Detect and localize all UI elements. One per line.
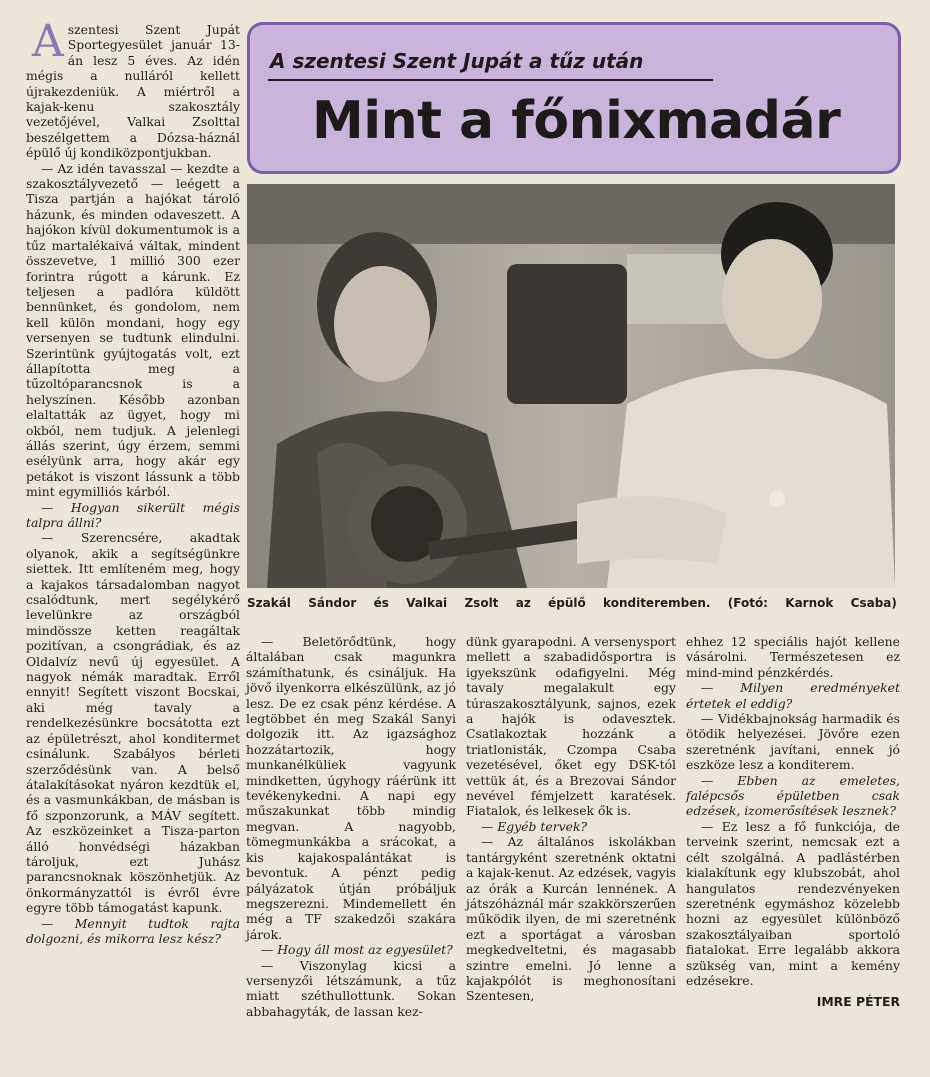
article-column-2	[246, 634, 456, 1019]
caption-word: konditeremben.	[603, 596, 711, 610]
caption-word: Szakál	[247, 596, 291, 610]
article-paragraph: — Az idén tavasszal — kezdte a szakosztályvezető — leégett a Tisza partján a hajókat tároló házunk, és minden odaveszett. A hajókon kívül dokumentumok is a tűz martalékaivá váltak, mindent összevetve, 1 millió 300 ezer forintra rúgott a kárunk. Ez teljesen a padlóra küldött bennünket, és gondolom, nem kell külön mondani, hogy egy versenyen se tudtunk elindulni. Szerintünk gyújtogatás volt, ezt állapította meg a tűzoltóparancsnok is a helyszínen. Később azonban elaltatták az ügyet, hogy mi okból, nem tudjuk. A jelenlegi állás szerint, úgy érzem, semmi esélyünk arra, hogy akár egy petákot is viszont lássunk a több mint egymilliós kárból.	[26, 160, 240, 500]
headline-box	[247, 22, 901, 174]
caption-word: Sándor	[308, 596, 357, 610]
interview-question: — Ebben az emeletes, falépcsős épületben csak edzések, izomerősítések lesznek?	[686, 772, 900, 819]
article-paragraph: — Vidékbajnokság harmadik és ötödik helyezései. Jövőre ezen szeretnénk javítani, ennek jó eszköze lesz a konditerem.	[686, 711, 900, 773]
article-column-1	[26, 16, 240, 946]
caption-word: és	[373, 596, 389, 610]
author-signature: IMRE PÉTER	[816, 994, 900, 1010]
drop-cap: A	[32, 16, 64, 67]
article-paragraph: — Szerencsére, akadtak olyanok, akik a segítségünkre siettek. Itt említeném meg, hogy a kajakos társadalomban nagyot csalódtunk, mert segélykérő levelünkre az országból mindössze ketten reagáltak pozitívan, a csongrádiak, és az Oldalvíz nevű új egyesület. A nagyok némák maradtak. Erről ennyit! Segített viszont Bocskai, aki még tavaly a rendelkezésünkre bocsátotta ezt az épületrészt, ahol konditermet csinálunk. Szabályos bérleti szerződésünk van. A belső átalakításokat nyáron kezdtük el, és a vasmunkákban, de másban is fő szponzorunk, a MÁV segített. Az eszközeinket a Tisza-parton álló honvédségi házakban tároljuk, ezt Juhász parancsnoknak köszönhetjük. Az önkormányzattól is évről évre egyre több támogatást kapunk.	[26, 530, 240, 916]
article-paragraph: szentesi Szent Jupát Sportegyesület január 13-án lesz 5 éves. Az idén mégis a nulláról kellett újrakezdeniük. A miértről a kajak-kenu szakosztály vezetőjével, Valkai Zsolttal beszélgettem a Dózsa-háznál épülő új kondiközpontjukban.	[26, 22, 240, 161]
article-column-4	[686, 634, 900, 1010]
photo-caption	[247, 596, 897, 610]
interview-question: — Mennyit tudtok rajta dolgozni, és mikorra lesz kész?	[26, 915, 240, 946]
photo-illustration	[247, 184, 895, 588]
article-paragraph: ehhez 12 speciális hajót kellene vásárolni. Természetesen ez mind-mind pénzkérdés.	[686, 634, 900, 680]
caption-word: Valkai	[406, 596, 448, 610]
interview-question: — Milyen eredményeket értetek el eddig?	[686, 680, 900, 711]
article-paragraph: dünk gyarapodni. A versenysport mellett a szabadidősportra is igyekszünk odafigyelni. Még tavaly megalakult egy túraszakosztályunk, sajnos, ezek a hajók is odavesztek. Csatlakoztak hozzánk a triatlonisták, Czompa Csaba vezetésével, őket egy DSK-tól vettük át, és a Brezovai Sándor nevével fémjelzett karatések. Fiatalok, és lelkesek ők is.	[466, 634, 676, 819]
kicker-underline	[268, 79, 713, 81]
article-photo	[247, 184, 895, 588]
caption-word: Zsolt	[464, 596, 499, 610]
interview-question: — Hogyan sikerült mégis talpra állni?	[26, 499, 240, 530]
article-paragraph: — Viszonylag kicsi a versenyzői létszámunk, a tűz miatt széthullottunk. Sokan abbahagyták, de lassan kez-	[246, 957, 456, 1019]
article-paragraph: — Az általános iskolákban tantárgyként szeretnénk oktatni a kajak-kenut. Az edzések, vagyis az órák a Kurcán lennének. A játszóháznál már szakkörszerűen működik ilyen, de mi szeretnénk ezt a sportágat a városban megkedveltetni, és magasabb szintre emelni. Jó lenne a kajakpólót is meghonosítani Szentesen,	[466, 834, 676, 1004]
interview-question: — Hogy áll most az egyesület?	[260, 942, 453, 958]
headline: Mint a főnixmadár	[312, 91, 841, 151]
article-paragraph: — Beletörődtünk, hogy általában csak magunkra számíthatunk, és csináljuk. Ha jövő ilyenkorra elkészülünk, az jó lesz. De ez csak pénz kérdése. A legtöbbet én meg Szakál Sanyi dolgozik itt. Az igazsághoz hozzátartozik, hogy munkanélküliek vagyunk mindketten, úgyhogy ráérünk itt tevékenykedni. A napi egy műszakunkat több mindig megvan. A nagyobb, tömegmunkákba a srácokat, a kis kajakospalántákat is bevontuk. A pénzt pedig pályázatok útján próbáljuk megszerezni. Mindemellett én még a TF szakedzői szakára járok.	[246, 634, 456, 942]
kicker: A szentesi Szent Jupát a tűz után	[270, 49, 644, 73]
caption-word: az	[515, 596, 531, 610]
article-paragraph: — Ez lesz a fő funkciója, de terveink szerint, nemcsak ezt a célt szolgálná. A padlástérben kialakítunk egy klubszobát, ahol hangulatos rendezvényeken szeretnénk egymáshoz közelebb hozni az egyesület különböző szakosztályaiban sportoló fiatalokat. Erre legalább akkora szükség van, mint a kemény edzésekre.	[686, 818, 900, 988]
caption-word: Karnok	[785, 596, 834, 610]
caption-word: Csaba)	[850, 596, 897, 610]
article-column-3	[466, 634, 676, 1004]
interview-question: — Egyéb tervek?	[480, 818, 588, 834]
caption-word: (Fotó:	[727, 596, 768, 610]
caption-word: épülő	[548, 596, 586, 610]
